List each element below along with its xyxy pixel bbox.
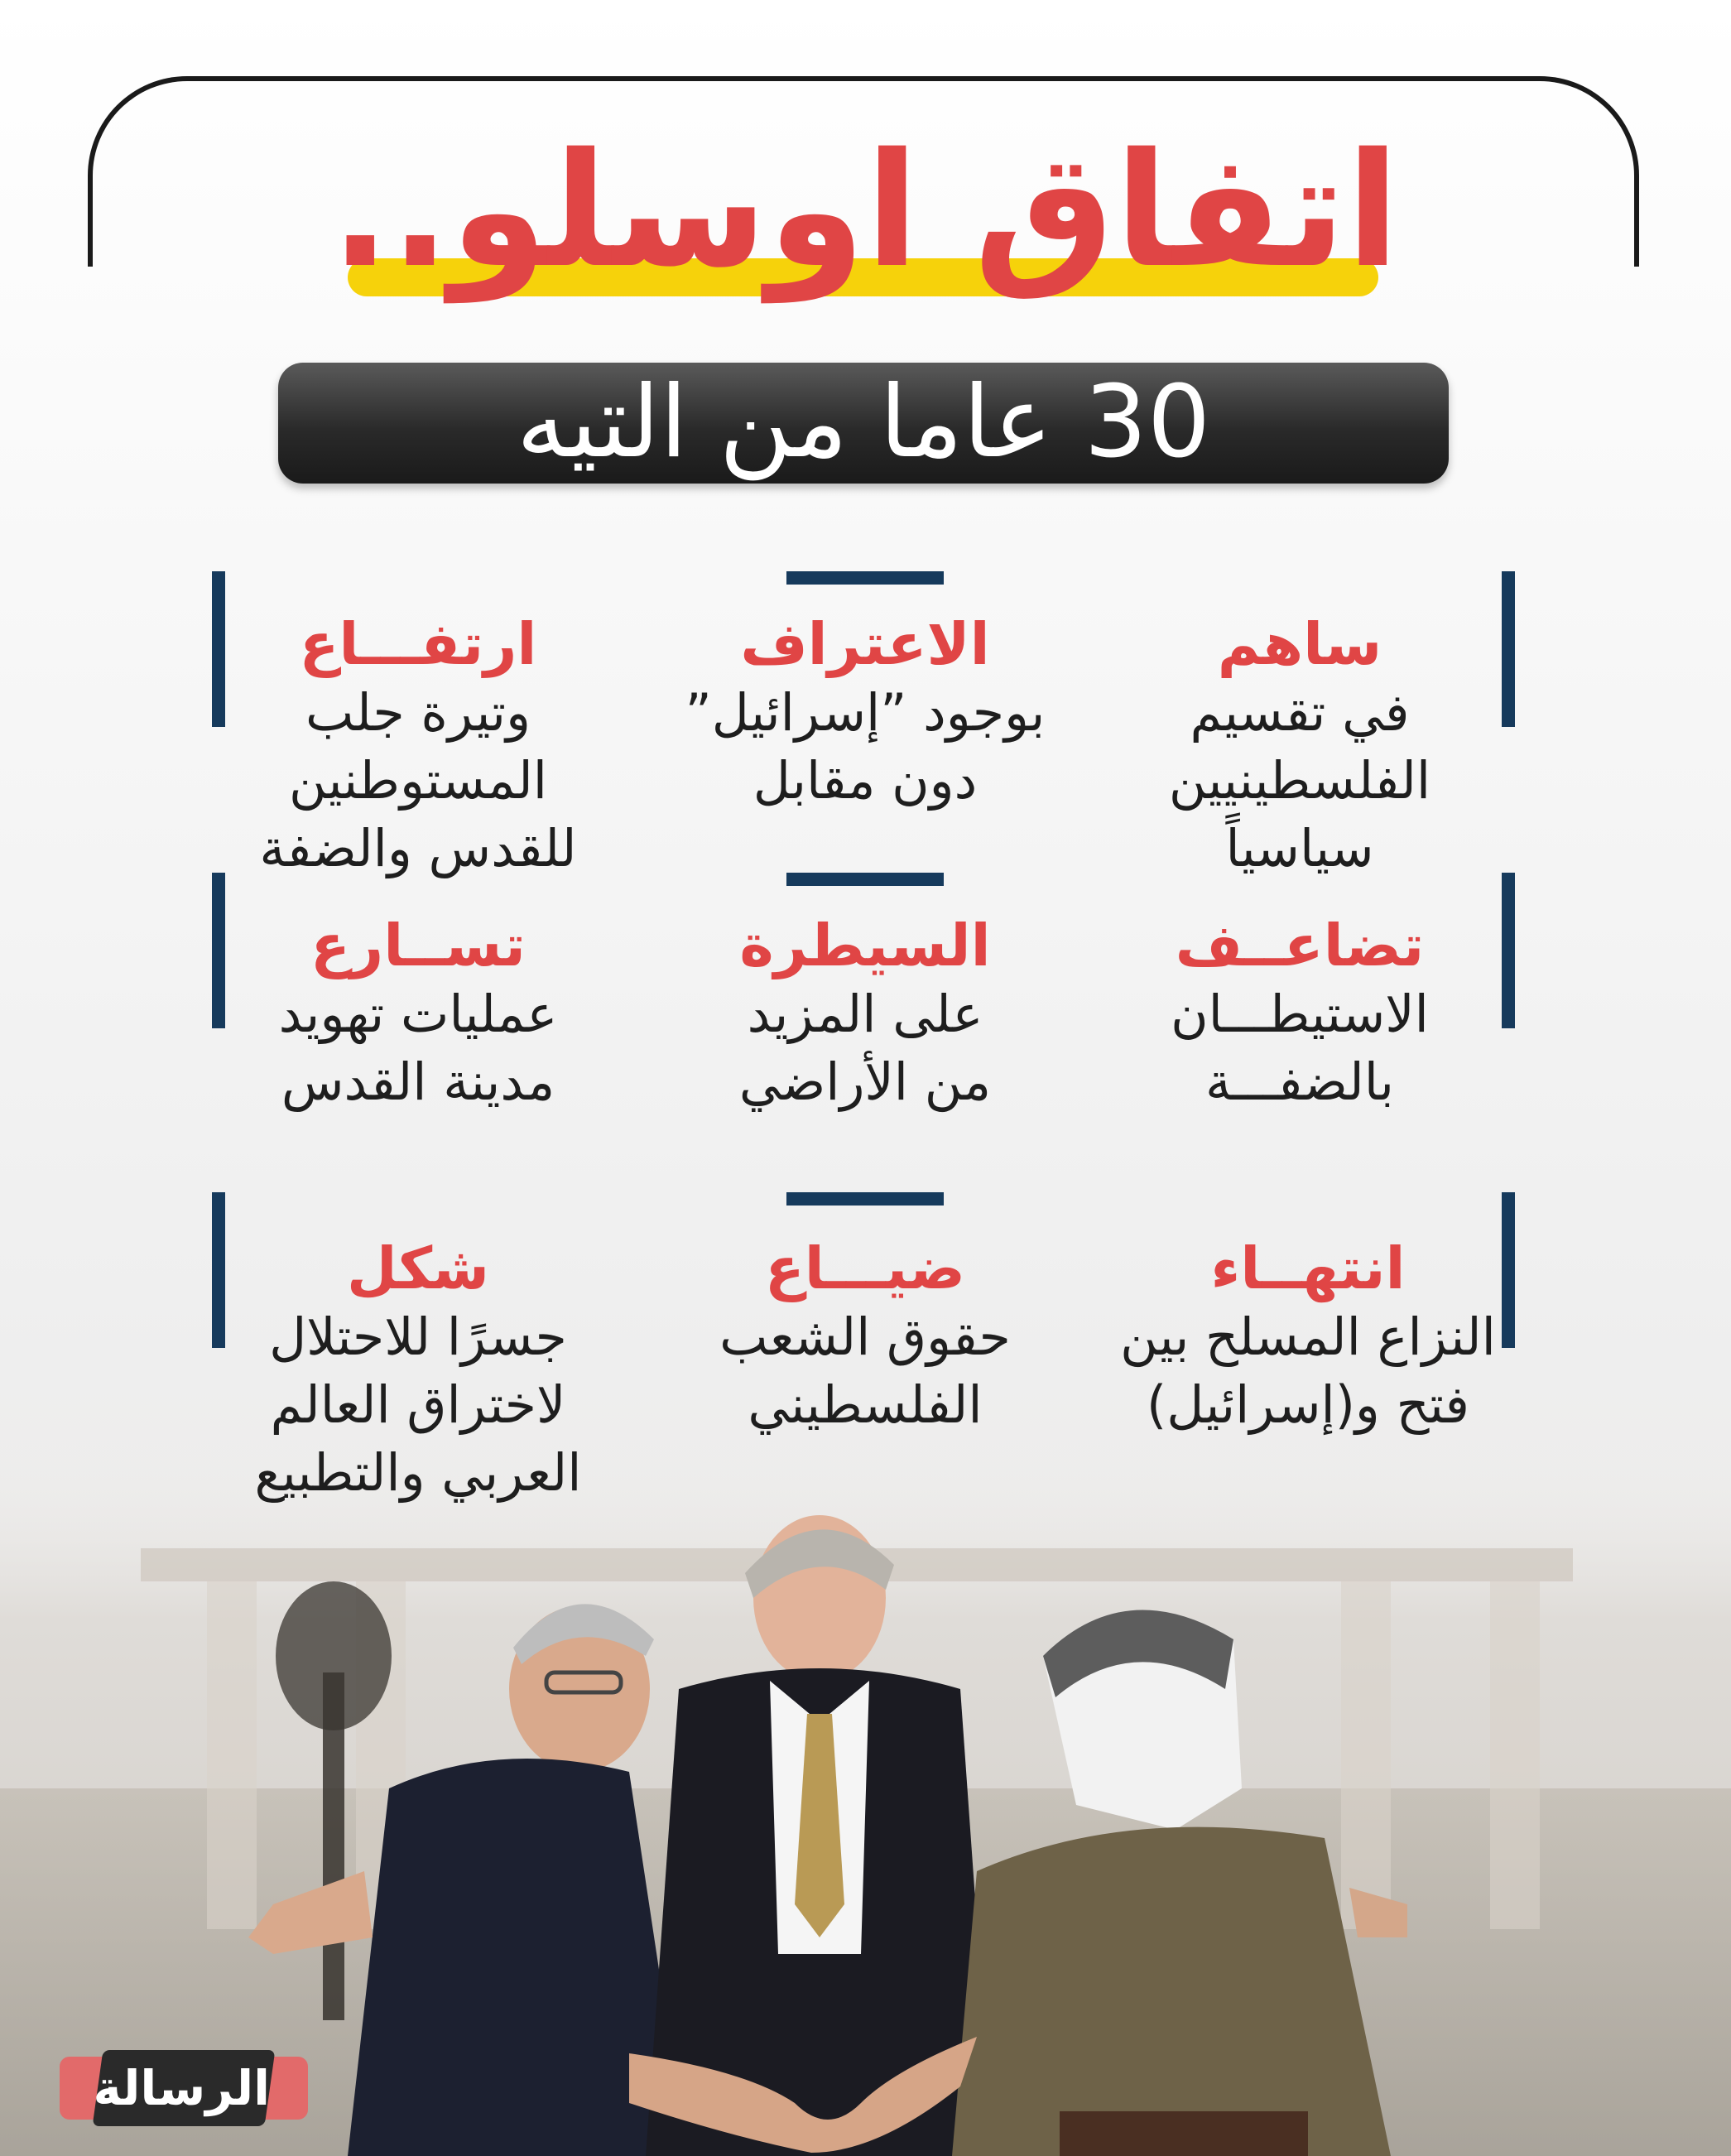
point-body: وتيرة جلب المستوطنين للقدس والضفة — [259, 682, 577, 878]
divider-bar-center-3 — [786, 1192, 944, 1206]
point-body: على المزيد من الأراضي — [738, 984, 992, 1112]
subtitle-text: 30 عاما من التيه — [516, 365, 1211, 480]
point-heading: السيطرة — [739, 912, 991, 979]
divider-bar-center-1 — [786, 571, 944, 585]
divider-bar-right-1 — [1502, 571, 1515, 727]
point-body: النزاع المسلح بين فتح و(إسرائيل) — [1120, 1307, 1496, 1435]
point-heading: الاعتراف — [740, 610, 990, 678]
divider-bar-right-2 — [1502, 873, 1515, 1028]
point-heading: ساهم — [1217, 610, 1382, 678]
point-card — [646, 609, 1084, 815]
point-body: حقوق الشعب الفلسطيني — [719, 1307, 1011, 1435]
ceremony-photo — [0, 1441, 1731, 2156]
point-body: بوجود ”إسرائيل” دون مقابل — [685, 682, 1046, 811]
point-card — [1109, 609, 1490, 883]
point-heading: تســارع — [310, 912, 526, 979]
main-title: اتفاق اوسلو.. — [330, 119, 1400, 302]
point-heading: انتهــاء — [1210, 1234, 1406, 1302]
point-body: جسرًا للاحتلال لاختراق العالم العربي والتطبيع — [254, 1307, 582, 1503]
point-body: في تقسيم الفلسطينيين سياسياً — [1168, 682, 1431, 878]
point-card — [224, 609, 613, 883]
brand-logo — [60, 2050, 308, 2125]
point-card — [1093, 1234, 1523, 1439]
point-card — [646, 1234, 1084, 1439]
point-card — [1109, 911, 1490, 1116]
point-card — [224, 1234, 613, 1507]
point-body: عمليات تهويد مدينة القدس — [278, 984, 558, 1112]
point-heading: ارتفـــاع — [299, 610, 537, 678]
point-heading: شكل — [346, 1234, 490, 1302]
point-card — [224, 911, 613, 1116]
divider-bar-center-2 — [786, 873, 944, 886]
point-heading: ضيـــاع — [764, 1234, 966, 1302]
point-body: الاستيطـــان بالضفـــة — [1171, 984, 1429, 1112]
point-card — [646, 911, 1084, 1116]
logo-text: الرسالة — [93, 2060, 270, 2116]
point-heading: تضاعــف — [1175, 912, 1425, 979]
